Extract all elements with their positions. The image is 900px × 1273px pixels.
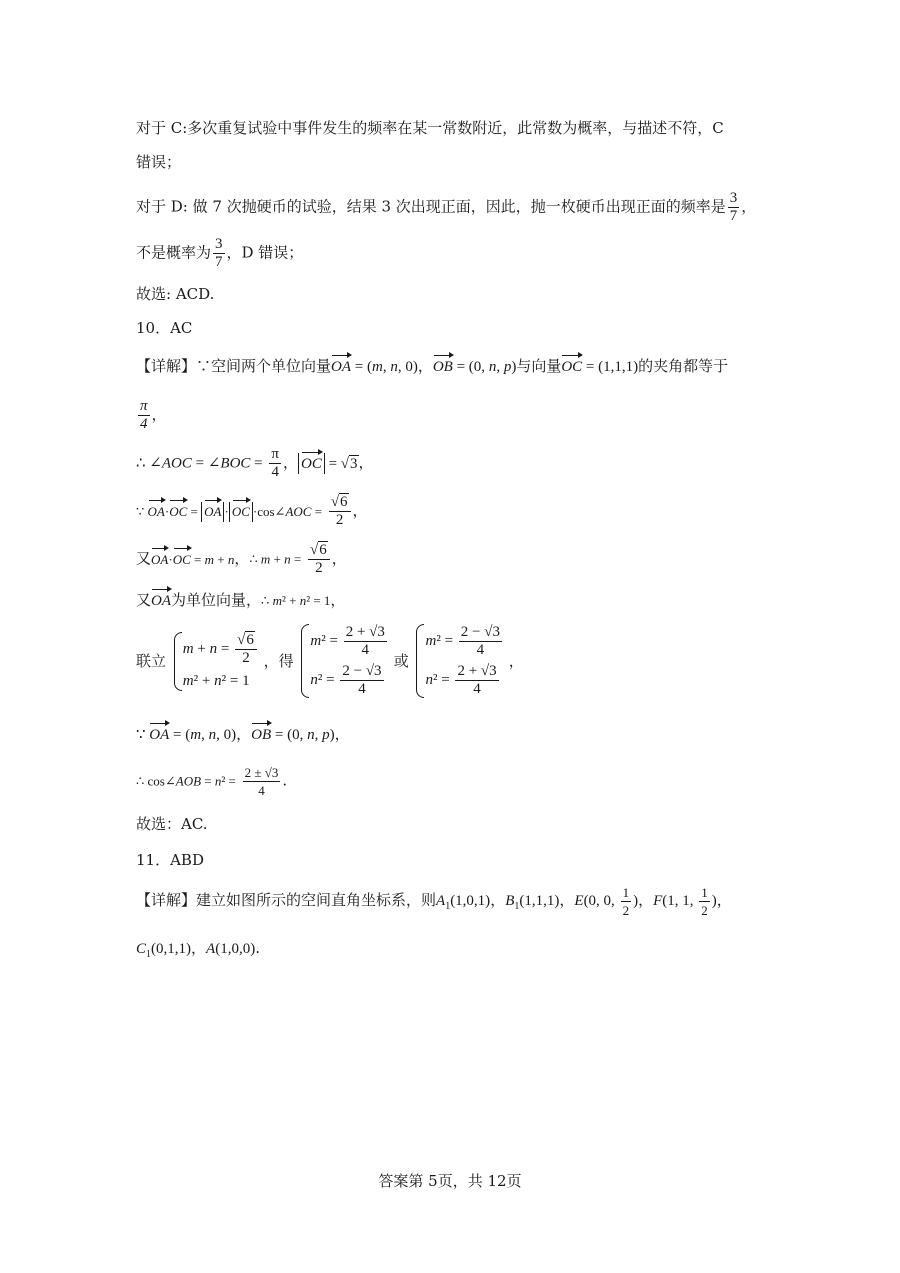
text-span: 的夹角都等于 (638, 357, 729, 375)
fraction-num: π (140, 398, 148, 414)
fraction-num: 2 − √3 (460, 624, 500, 640)
equation-line: ∵ OA·OC = OA · OC ·cos∠AOC = $\frac{√6}{2}$ ， (136, 494, 368, 528)
fraction (728, 190, 740, 225)
text-line: 故选：AC. (136, 815, 208, 833)
fraction (138, 398, 150, 433)
fraction-num: 2 − √3 (342, 663, 382, 679)
text-span: 不是概率为 (136, 243, 212, 262)
fraction-den: 4 (140, 416, 148, 432)
fraction-den: 2 (701, 903, 708, 918)
text-line: $\frac{\pi}{4}$ ， (140, 398, 167, 432)
fraction-den: 4 (476, 642, 485, 658)
text-span: ，得 (263, 652, 294, 670)
fraction-num: π (271, 446, 279, 462)
fraction-den: 2 (622, 903, 630, 918)
text-span: 为单位向量， (171, 591, 262, 609)
fraction-num: 2 + √3 (345, 624, 385, 640)
fraction-num: 3 (729, 190, 738, 206)
fraction-den: 4 (258, 783, 265, 798)
equation-line: $C_1(0,1,1)$，A(1,0,0). (136, 939, 260, 960)
fraction-den: 2 (242, 649, 250, 666)
fraction-den: 7 (729, 208, 738, 224)
text-line: 故选: ACD. (136, 285, 215, 303)
equation-system: m + n = $\frac{√6}{2}$ m² + n² = 1 (171, 630, 259, 693)
fraction-num: 1 (701, 885, 708, 900)
text-span: 联立 (136, 652, 167, 670)
equation-system: m² = $\frac{2 + √3}{4}$ n² = $\frac{2 - √3}{4}$ (298, 622, 389, 700)
text-span: ，D 错误； (226, 243, 304, 262)
text-line: 对于 C:多次重复试验中事件发生的频率在某一常数附近，此常数为概率，与描述不符，C (136, 119, 724, 137)
fraction-den: 4 (271, 464, 279, 480)
fraction (269, 446, 281, 481)
equation-line: 【详解】建立如图所示的空间直角坐标系，则$A_1(1,0,1)$，$B_1(1,1,1)$，E(0, 0, $\frac{1}{2}$ )，F(1, 1, $\frac{1}{2}$ )， (136, 885, 732, 918)
text-span: 【详解】建立如图所示的空间直角坐标系，则 (136, 890, 437, 909)
vector-ob: OB (432, 359, 453, 375)
fraction-den: 2 (335, 512, 344, 528)
text-span: 对于 D: 做 7 次抛硬币的试验，结果 3 次出现正面，因此，抛一枚硬币出现正面的频率是 (136, 197, 726, 216)
vector-oa: OA (331, 359, 352, 375)
equation-system: m² = $\frac{2 - √3}{4}$ n² = $\frac{2 + √3}{4}$ (413, 622, 504, 700)
page-footer: 答案第 5页，共 12页 (378, 1172, 522, 1190)
fraction-den: 4 (358, 681, 366, 697)
text-line: 对于 D: 做 7 次抛硬币的试验，结果 3 次出现正面，因此，抛一枚硬币出现正面的频率是 $\frac{3}{7}$ ， (136, 190, 757, 224)
fraction: $\frac{√6}{2}$ (329, 494, 351, 529)
text-line: 【详解】∵空间两个单位向量OA = (m, n, 0)，OB = (0, n, p)与向量OC = (1,1,1)的夹角都等于 (136, 357, 729, 375)
fraction-num: 2 + √3 (457, 663, 497, 679)
equation-line: ∴ cos∠AOB = n² = $\frac{2 \pm √3}{4}$ . (136, 765, 288, 798)
equation-line: 又OA·OC = m + n，∴ m + n = $\frac{√6}{2}$ ， (136, 542, 347, 576)
text-span: 或 (393, 652, 409, 670)
section-number: 10．AC (136, 319, 193, 337)
text-line (136, 236, 303, 271)
text-line: 错误； (136, 153, 182, 171)
vector-oc: OC (561, 359, 583, 375)
fraction: $\frac{√6}{2}$ (308, 542, 330, 577)
equation-line: ∵ OA = (m, n, 0)，OB = (0, n, p)， (136, 725, 350, 743)
fraction-den: 4 (473, 681, 481, 697)
fraction (243, 764, 281, 799)
fraction-den: 2 (315, 560, 323, 576)
text-span: 【详解】∵空间两个单位向量 (136, 357, 332, 375)
equation-line: ∴ ∠AOC = ∠BOC = $\frac{\pi}{4}$ ， OC = √3， (136, 446, 374, 480)
fraction-num: 6 (319, 542, 327, 558)
fraction-num: 6 (246, 631, 254, 648)
fraction-den: 7 (215, 254, 223, 270)
fraction-num: 3 (215, 236, 223, 252)
fraction (213, 236, 225, 271)
fraction-num: 1 (622, 885, 630, 900)
fraction-num: 6 (340, 494, 348, 510)
text-span: 又 (136, 549, 152, 568)
fraction-num: 2 ± √3 (244, 765, 279, 780)
fraction-den: 4 (361, 642, 370, 658)
text-span: 又 (136, 591, 152, 609)
section-number: 11．ABD (136, 851, 204, 869)
text-span: 与向量 (516, 357, 562, 375)
equation-line: 又OA为单位向量，∴ m² + n² = 1， (136, 591, 346, 609)
equation-line: 联立 m + n = $\frac{√6}{2}$ m² + n² = 1 ，得 m² = $\frac{2 + √3}{4}$ n² = $\frac{2 - √3}{4}$ 或 m² = $\frac{2 - √3}{4}$ n² = $\frac{2 + √3}{4}$ ， (136, 622, 524, 700)
